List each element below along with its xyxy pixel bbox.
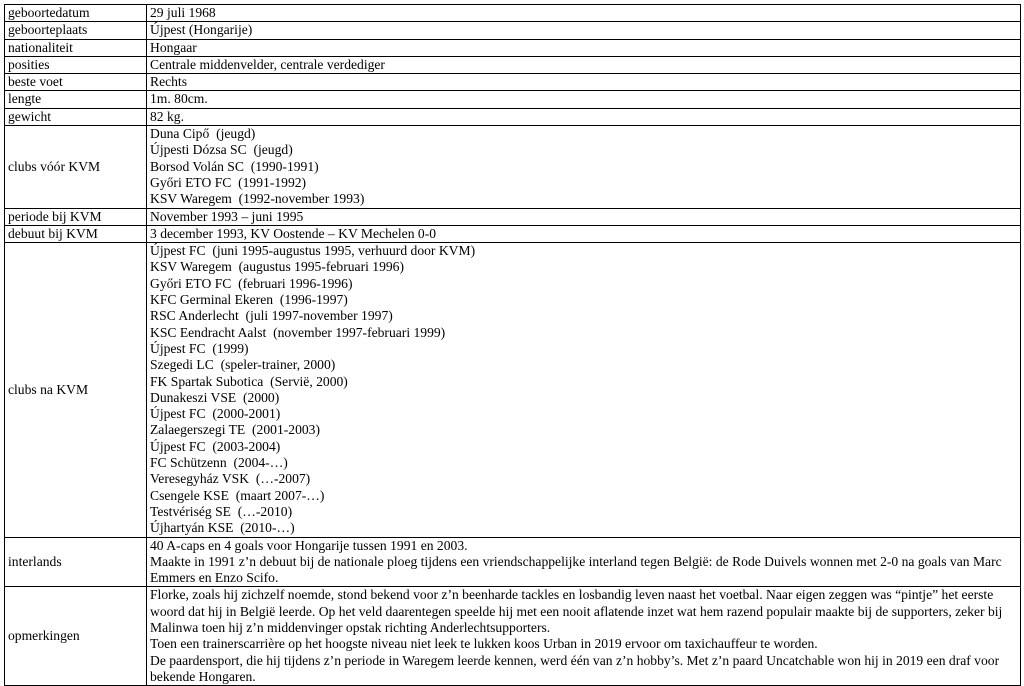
row-period	[5, 208, 1021, 225]
row-foot	[5, 74, 1021, 91]
value-clubs-after	[147, 243, 1021, 537]
remarks-text: Florke, zoals hij zichzelf noemde, stond bekend voor z’n beenharde tackles en losbandig leven naast het voetbal. Naar eigen zeggen was “pintje” het eerste woord dat hij in België leerde. Op het veld daarentegen speelde hij met een nooit aflatende inzet wat hem razend populair maakte bij de supporters, zeker bij Malinwa toen hij z’n middenvinger opstak richting Anderlechtsupporters.	[150, 587, 1003, 635]
label-birthdate: geboortedatum	[5, 5, 147, 22]
value-height: 1m. 80cm.	[147, 91, 1021, 108]
club-before-item: Újpesti Dózsa SC (jeugd)	[150, 142, 293, 158]
club-before-item: Győri ETO FC (1991-1992)	[150, 174, 307, 190]
value-positions: Centrale middenvelder, centrale verdediger	[147, 56, 1021, 73]
row-birthplace	[5, 22, 1021, 39]
label-foot: beste voet	[5, 74, 147, 91]
value-nationality: Hongaar	[147, 39, 1021, 56]
label-nationality: nationaliteit	[5, 39, 147, 56]
label-remarks: opmerkingen	[5, 587, 147, 686]
club-before-item: Borsod Volán SC (1990-1991)	[150, 158, 319, 174]
row-birthdate	[5, 5, 1021, 22]
value-remarks	[147, 587, 1021, 686]
label-positions: posities	[5, 56, 147, 73]
label-period: periode bij KVM	[5, 208, 147, 225]
club-after-item: KFC Germinal Ekeren (1996-1997)	[150, 292, 348, 308]
club-after-item: Testvériség SE (…-2010)	[150, 503, 293, 519]
remarks-text: De paardensport, die hij tijdens z’n periode in Waregem leerde kennen, werd één van z’n hobby’s. Met z’n paard Uncatchable won hij in 2019 een draf voor bekende Hongaren.	[150, 652, 1000, 684]
interlands-text: Maakte in 1991 z’n debuut bij de nationale ploeg tijdens een vriendschappelijke interland tegen België: de Rode Duivels wonnen met 2-0 na goals van Marc Emmers en Enzo Scifo.	[150, 553, 1002, 586]
label-clubs-after: clubs na KVM	[5, 243, 147, 537]
row-remarks	[5, 587, 1021, 686]
value-clubs-before	[147, 126, 1021, 208]
row-weight	[5, 108, 1021, 125]
row-interlands	[5, 537, 1021, 587]
club-after-item: Újhartyán KSE (2010-…)	[150, 520, 295, 536]
value-weight: 82 kg.	[147, 108, 1021, 125]
profile-table	[4, 4, 1021, 686]
club-after-item: Veresegyház VSK (…-2007)	[150, 471, 311, 487]
player-profile-table	[4, 4, 1021, 686]
club-before-item: KSV Waregem (1992-november 1993)	[150, 191, 365, 207]
row-height	[5, 91, 1021, 108]
label-clubs-before: clubs vóór KVM	[5, 126, 147, 208]
interlands-text: 40 A-caps en 4 goals voor Hongarije tussen 1991 en 2003.	[150, 537, 468, 553]
label-height: lengte	[5, 91, 147, 108]
club-after-item: Dunakeszi VSE (2000)	[150, 389, 280, 405]
club-after-item: KSC Eendracht Aalst (november 1997-februari 1999)	[150, 324, 446, 340]
value-period: November 1993 – juni 1995	[147, 208, 1021, 225]
club-after-item: Csengele KSE (maart 2007-…)	[150, 487, 325, 503]
value-interlands	[147, 537, 1021, 587]
label-weight: gewicht	[5, 108, 147, 125]
label-debut: debuut bij KVM	[5, 225, 147, 242]
row-nationality	[5, 39, 1021, 56]
label-birthplace: geboorteplaats	[5, 22, 147, 39]
label-interlands: interlands	[5, 537, 147, 587]
club-after-item: Győri ETO FC (februari 1996-1996)	[150, 275, 353, 291]
row-clubs-before	[5, 126, 1021, 208]
club-after-item: Újpest FC (1999)	[150, 340, 249, 356]
value-birthplace: Újpest (Hongarije)	[147, 22, 1021, 39]
club-after-item: FC Schützenn (2004-…)	[150, 455, 288, 471]
club-after-item: Újpest FC (2000-2001)	[150, 406, 281, 422]
row-clubs-after	[5, 243, 1021, 537]
club-after-item: RSC Anderlecht (juli 1997-november 1997)	[150, 308, 393, 324]
remarks-text: Toen een trainerscarrière op het hoogste niveau niet leek te lukken koos Urban in 2019 ervoor om taxichauffeur te worden.	[150, 636, 818, 652]
club-after-item: KSV Waregem (augustus 1995-februari 1996)	[150, 259, 404, 275]
value-foot: Rechts	[147, 74, 1021, 91]
club-after-item: FK Spartak Subotica (Servië, 2000)	[150, 373, 348, 389]
value-birthdate: 29 juli 1968	[147, 5, 1021, 22]
value-debut: 3 december 1993, KV Oostende – KV Mechelen 0-0	[147, 225, 1021, 242]
club-before-item: Duna Cipő (jeugd)	[150, 126, 256, 142]
club-after-item: Újpest FC (juni 1995-augustus 1995, verhuurd door KVM)	[150, 243, 476, 259]
row-positions	[5, 56, 1021, 73]
club-after-item: Szegedi LC (speler-trainer, 2000)	[150, 357, 336, 373]
club-after-item: Zalaegerszegi TE (2001-2003)	[150, 422, 320, 438]
club-after-item: Újpest FC (2003-2004)	[150, 438, 281, 454]
row-debut	[5, 225, 1021, 242]
